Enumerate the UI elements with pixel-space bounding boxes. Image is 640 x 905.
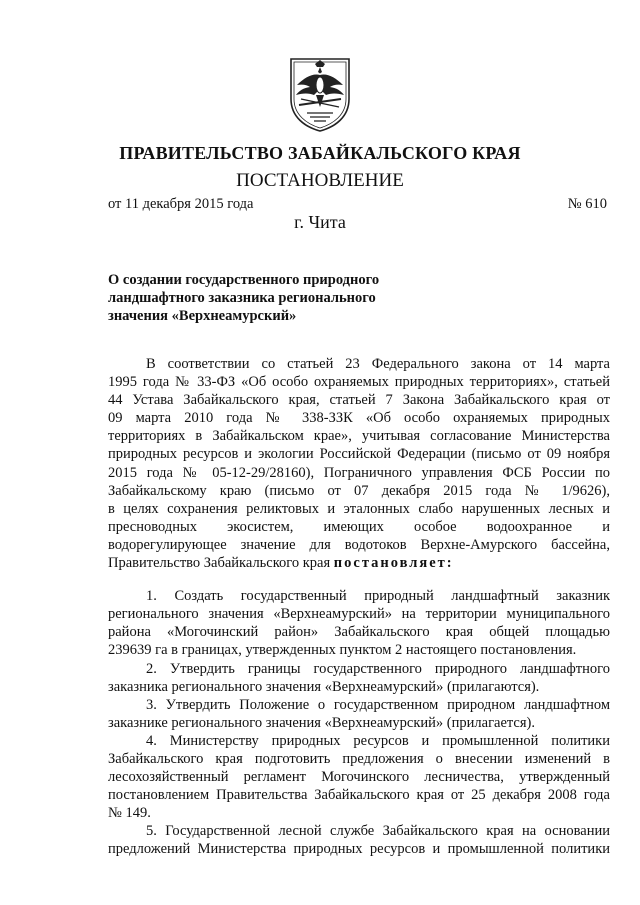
document-city: г. Чита — [294, 212, 346, 232]
body-line: № 149. — [108, 805, 151, 822]
body-line: предложений Министерства природных ресурсов и промышленной политики — [108, 841, 610, 858]
body-line: заказнике регионального значения «Верхнеамурский» (прилагается). — [108, 714, 535, 731]
body-line: регионального значения «Верхнеамурский» на территории муниципального — [108, 606, 610, 623]
body-line: 09 марта 2010 года № 338-ЗЗК «Об особо охраняемых природных — [108, 410, 610, 427]
document-type: ПОСТАНОВЛЕНИЕ — [236, 170, 404, 191]
body-line: лесохозяйственный регламент Могочинского лесничества, утвержденный — [108, 769, 610, 786]
body-line: 2. Утвердить границы государственного природного ландшафтного — [146, 660, 610, 677]
body-line: территориях в Забайкальском крае», учитывая согласование Министерства — [108, 428, 610, 445]
heading-line: О создании государственного природного — [108, 272, 380, 288]
body-line: природных ресурсов и экологии Российской Федерации (письмо от 09 ноября — [108, 446, 610, 463]
body-line: 239639 га в границах, утвержденных пунктом 2 настоящего постановления. — [108, 642, 577, 659]
body-line: 44 Устава Забайкальского края, статьей 7 Закона Забайкальского края от — [108, 392, 610, 409]
body-line: в целях сохранения реликтовых и эталонных слабо нарушенных лесных и — [108, 500, 610, 517]
body-line: заказника регионального значения «Верхнеамурский» (прилагаются). — [108, 678, 540, 695]
heading-line: ландшафтного заказника регионального — [108, 290, 376, 306]
heading-line: значения «Верхнеамурский» — [108, 308, 297, 324]
body-line: 4. Министерству природных ресурсов и промышленной политики — [146, 732, 610, 749]
coat-of-arms-emblem — [285, 55, 355, 133]
resolves-word: постановляет: — [333, 555, 454, 572]
document-heading — [108, 271, 428, 325]
body-line: 2015 года № 05-12-29/28160), Пограничного управления ФСБ России по — [108, 464, 610, 481]
body-line: В соответствии со статьей 23 Федерального закона от 14 марта — [146, 356, 610, 372]
body-line: постановлением Правительства Забайкальского края от 25 декабря 2008 года — [108, 787, 610, 804]
document-body — [108, 355, 610, 859]
body-line: 1. Создать государственный природный ландшафтный заказник — [146, 588, 610, 605]
body-line: 1995 года № 33-ФЗ «Об особо охраняемых природных территориях», статьей — [108, 374, 610, 391]
document-date: от 11 декабря 2015 года — [108, 196, 254, 212]
government-title: ПРАВИТЕЛЬСТВО ЗАБАЙКАЛЬСКОГО КРАЯ — [119, 143, 521, 163]
document-number: № 610 — [567, 196, 607, 212]
body-line: Забайкальского края подготовить предложения о внесении изменений в — [108, 750, 610, 767]
body-line: Забайкальскому краю (письмо от 07 декабря 2015 года № 1/9626), — [108, 482, 610, 499]
body-line: пресноводных экосистем, имеющих особое водоохранное и — [108, 518, 610, 535]
paragraph-gap — [108, 572, 610, 587]
body-line: водорегулирующее значение для водотоков Верхне-Амурского бассейна, — [108, 536, 610, 553]
body-line-final — [108, 554, 610, 572]
body-line: 3. Утвердить Положение о государственном природном ландшафтном — [146, 696, 610, 713]
body-line: района «Могочинский район» Забайкальского края общей площадью — [108, 624, 610, 641]
preamble-end: Правительство Забайкальского края — [108, 555, 331, 572]
body-line: 5. Государственной лесной службе Забайкальского края на основании — [146, 823, 610, 840]
